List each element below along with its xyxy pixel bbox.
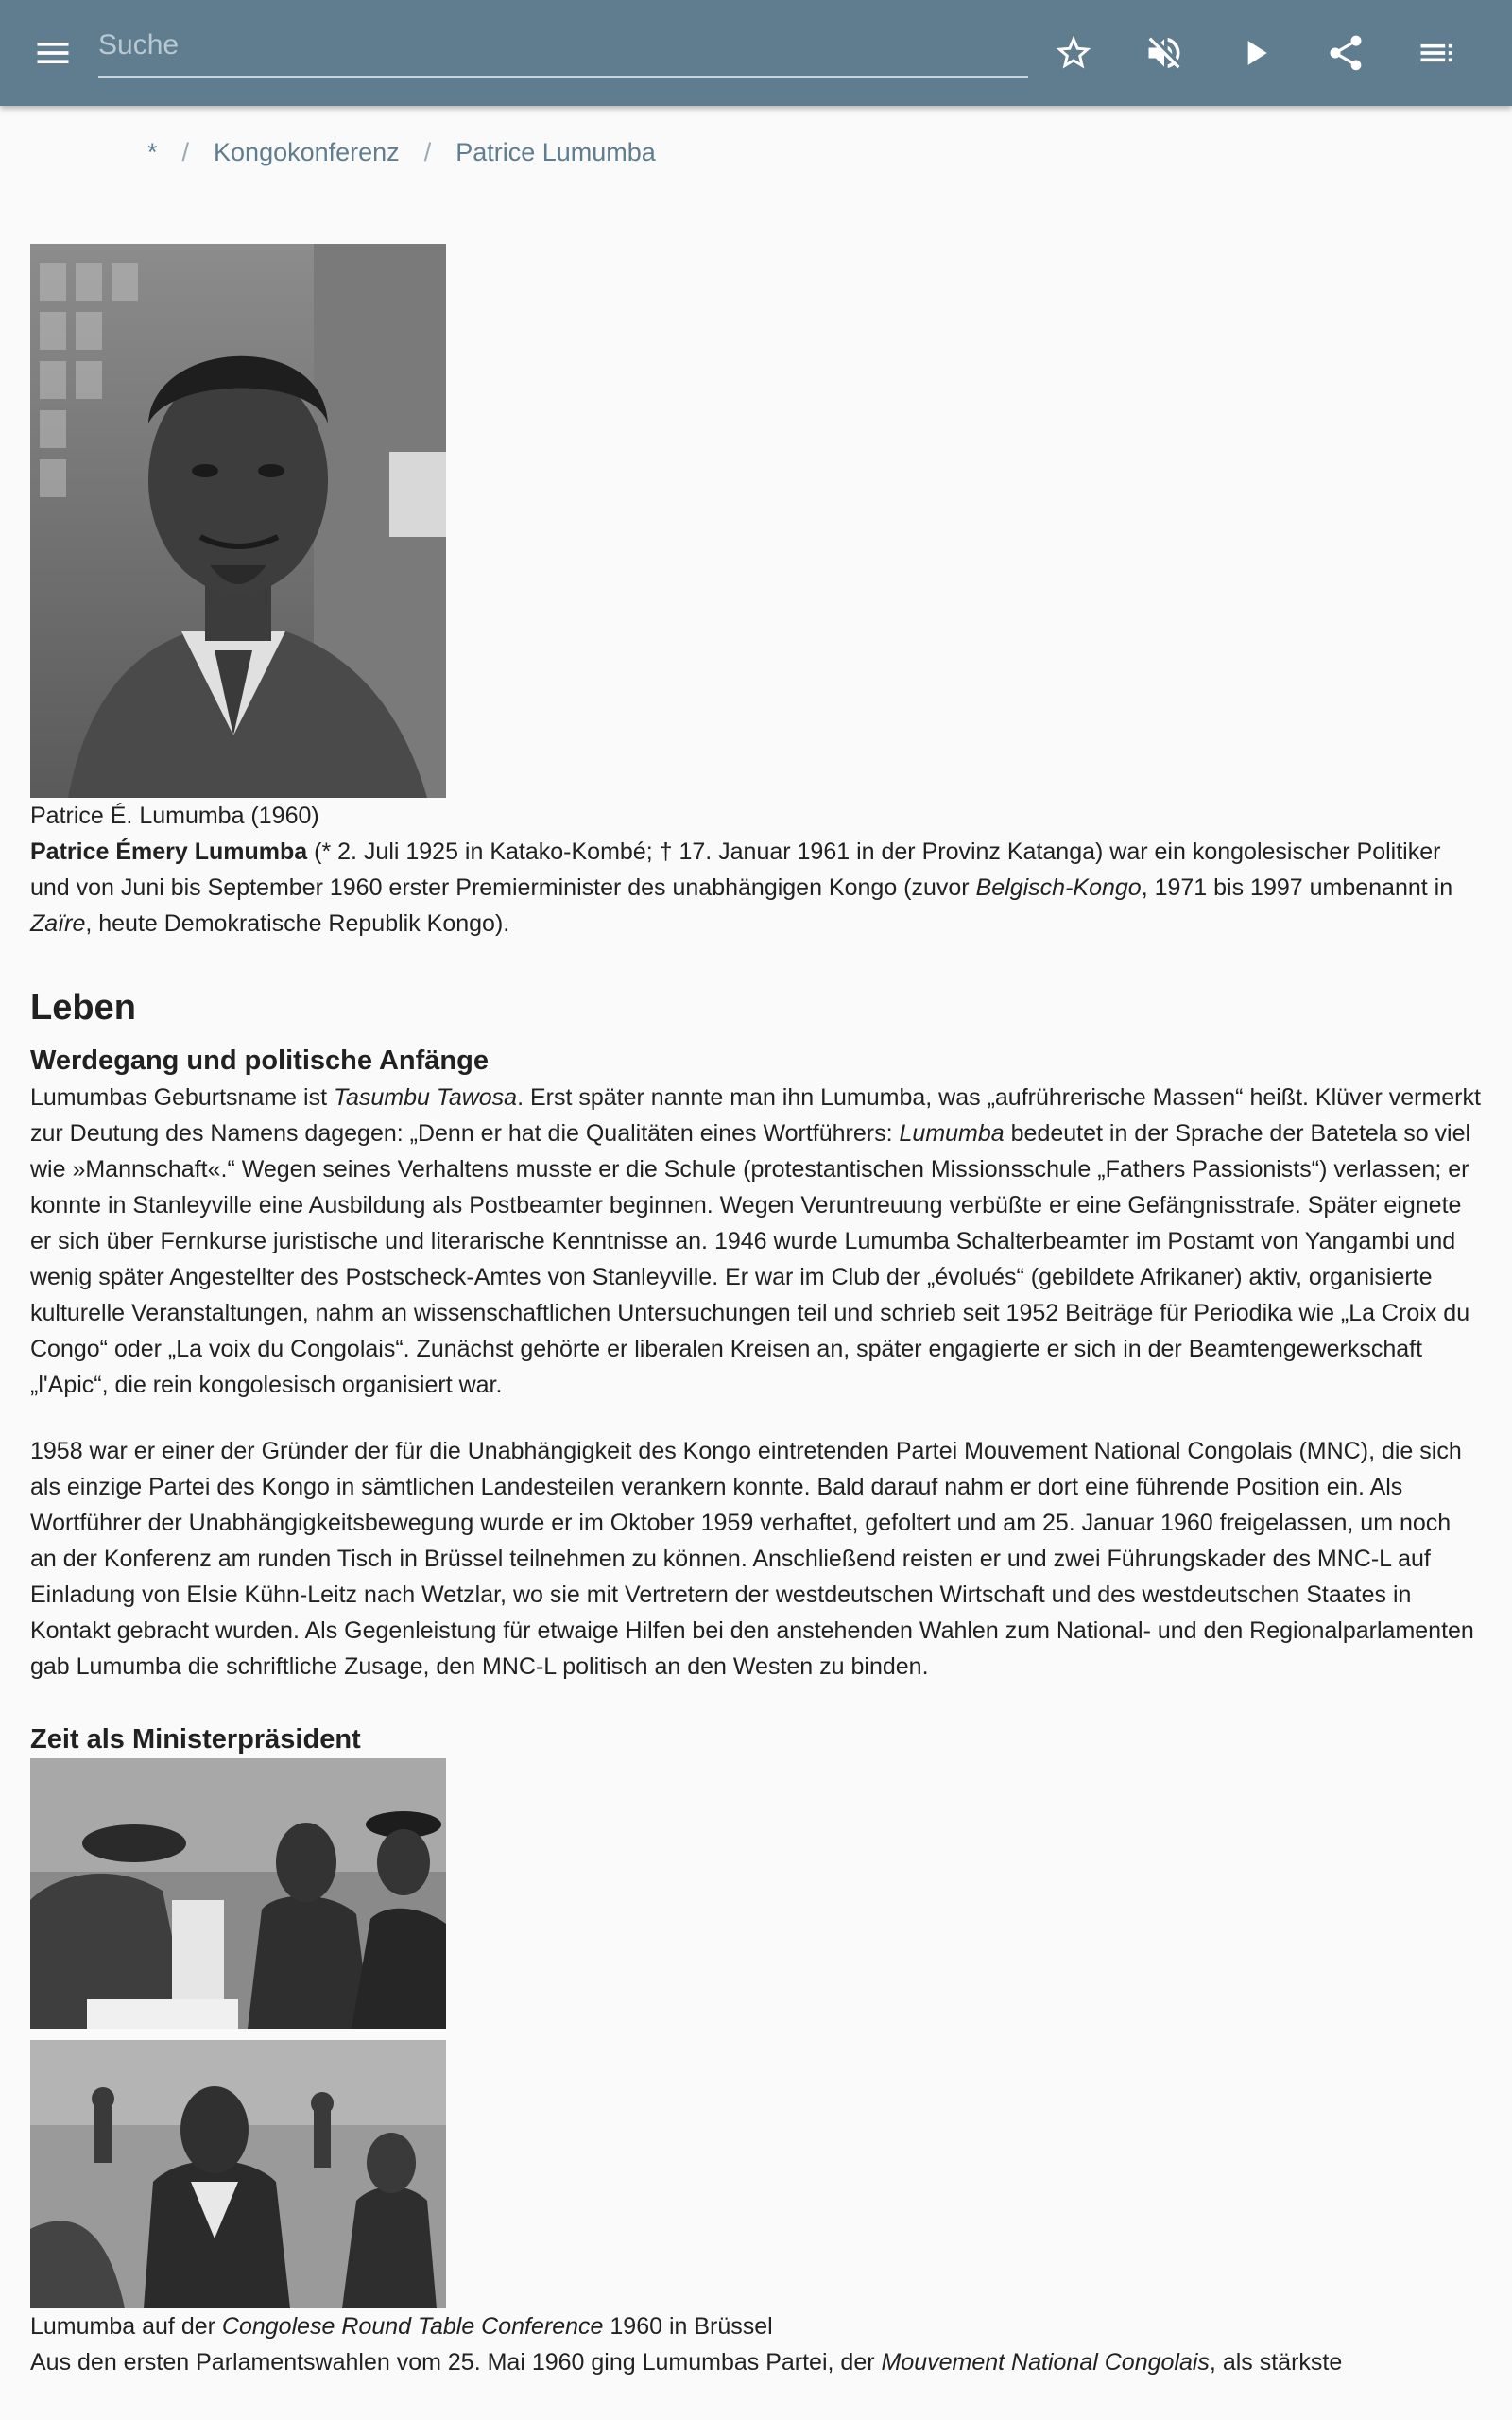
breadcrumb-separator: / — [181, 138, 190, 166]
star-outline-icon[interactable] — [1043, 23, 1104, 83]
search-input[interactable] — [98, 21, 1028, 70]
conference-image-1[interactable] — [30, 1758, 446, 2029]
toc-icon[interactable] — [1406, 23, 1467, 83]
conference-photo-1 — [30, 1758, 446, 2029]
paragraph-werdegang-2: 1958 war er einer der Gründer der für die Unabhängigkeit des Kongo eintretenden Partei Mouvement National Congolais (MNC), die sich als einzige Partei des Kongo in sämtlichen Landesteilen verankern konnte. Bald darauf nahm er dort eine führende Position ein. Als Wortführer der Unabhängigkeitsbewegung wurde er im Oktober 1959 verhaftet, gefoltert und am 25. Januar 1960 freigelassen, um noch an der Konferenz am runden Tisch in Brüssel teilnehmen zu können. Anschließend reisten er und zwei Führungskader des MNC-L auf Einladung von Elsie Kühn-Leitz nach Wetzlar, wo sie mit Vertretern der westdeutschen Wirtschaft und des westdeutschen Staates in Kontakt gebracht wurden. Als Gegenleistung für etwaige Hilfen bei den anstehenden Wahlen zum National- und den Regionalparlamenten gab Lumumba die schriftliche Zusage, den MNC-L politisch an den Westen zu binden. — [30, 1438, 1474, 1680]
play-icon[interactable] — [1225, 23, 1285, 83]
paragraph-italic: Mouvement National Congolais — [881, 2349, 1210, 2376]
caption-text: Lumumba auf der — [30, 2313, 222, 2340]
subsection-heading-werdegang: Werdegang und politische Anfänge — [30, 1046, 489, 1076]
paragraph-text: Aus den ersten Parlamentswahlen vom 25. Mai 1960 ging Lumumbas Partei, der — [30, 2349, 882, 2376]
portrait-caption: Patrice É. Lumumba (1960) — [30, 803, 319, 829]
menu-icon[interactable] — [23, 23, 83, 83]
paragraph-text: , als stärkste — [1209, 2349, 1343, 2376]
breadcrumb-separator: / — [423, 138, 432, 166]
conference-image-2[interactable] — [30, 2040, 446, 2308]
app-toolbar — [0, 0, 1512, 106]
subsection-heading-ministerpraesident: Zeit als Ministerpräsident — [30, 1724, 361, 1754]
paragraph-text: Lumumbas Geburtsname ist — [30, 1084, 334, 1111]
breadcrumb-kongokonferenz[interactable]: Kongokonferenz — [214, 138, 400, 166]
intro-text: , 1971 bis 1997 umbenannt in — [1141, 874, 1453, 901]
intro-link-belgisch-kongo[interactable]: Belgisch-Kongo — [975, 874, 1142, 901]
breadcrumb — [147, 138, 656, 167]
intro-zaire: Zaïre — [30, 910, 86, 937]
portrait-image[interactable] — [30, 244, 446, 798]
search-field — [98, 21, 1028, 78]
intro-paragraph — [30, 834, 1482, 942]
breadcrumb-home[interactable]: * — [147, 138, 158, 166]
volume-off-icon[interactable] — [1134, 23, 1194, 83]
conference-photo-2 — [30, 2040, 446, 2308]
portrait-photo — [30, 244, 446, 798]
paragraph-italic: Lumumba — [899, 1120, 1005, 1147]
section-heading-leben: Leben — [30, 988, 136, 1028]
article-content — [30, 244, 1482, 2380]
paragraph-text: . Erst später nannte man ihn Lumumba, was „aufrührerische Massen“ heißt. Klüver vermerkt zur Deutung des Namens dagegen: „Denn er hat die Qualitäten eines Wortführers: — [30, 1084, 1481, 1147]
caption-text: 1960 in Brüssel — [603, 2313, 773, 2340]
share-icon[interactable] — [1315, 23, 1376, 83]
intro-text: (* 2. Juli 1925 in Katako-Kombé; † 17. Januar 1961 in der Provinz Katanga) war ein kongolesischer Politiker und von Juni bis September 1960 erster Premierminister des unabhängigen Kongo (zuvor — [30, 838, 1441, 901]
conference-images-caption — [30, 2308, 1482, 2344]
caption-italic: Congolese Round Table Conference — [221, 2313, 604, 2340]
paragraph-werdegang-1 — [30, 1080, 1482, 1403]
intro-text: , heute Demokratische Republik Kongo). — [85, 910, 510, 937]
paragraph-ministerpraesident-1 — [30, 2344, 1482, 2380]
intro-name-bold: Patrice Émery Lumumba — [30, 838, 308, 865]
breadcrumb-current-page[interactable]: Patrice Lumumba — [455, 138, 656, 166]
paragraph-text: bedeutet in der Sprache der Batetela so viel wie »Mannschaft«.“ Wegen seines Verhaltens musste er die Schule (protestantischen Missionsschule „Fathers Passionists“) verlassen; er konnte in Stanleyville eine Ausbildung als Postbeamter beginnen. Wegen Veruntreuung verbüßte er eine Gefängnisstrafe. Später eignete er sich über Fernkurse juristische und literarische Kenntnisse an. 1946 wurde Lumumba Schalterbeamter im Postamt von Yangambi und wenig später Angestellter des Postscheck-Amtes von Stanleyville. Er war im Club der „évolués“ (gebildete Afrikaner) aktiv, organisierte kulturelle Veranstaltungen, nahm an wissenschaftlichen Untersuchungen teil und schrieb seit 1952 Beiträge für Periodika wie „La Croix du Congo“ oder „La voix du Congolais“. Zunächst gehörte er liberalen Kreisen an, später engagierte er sich in der Beamtengewerkschaft „l'Apic“, die rein kongolesisch organisiert war. — [30, 1120, 1471, 1398]
paragraph-italic: Tasumbu Tawosa — [333, 1084, 518, 1111]
